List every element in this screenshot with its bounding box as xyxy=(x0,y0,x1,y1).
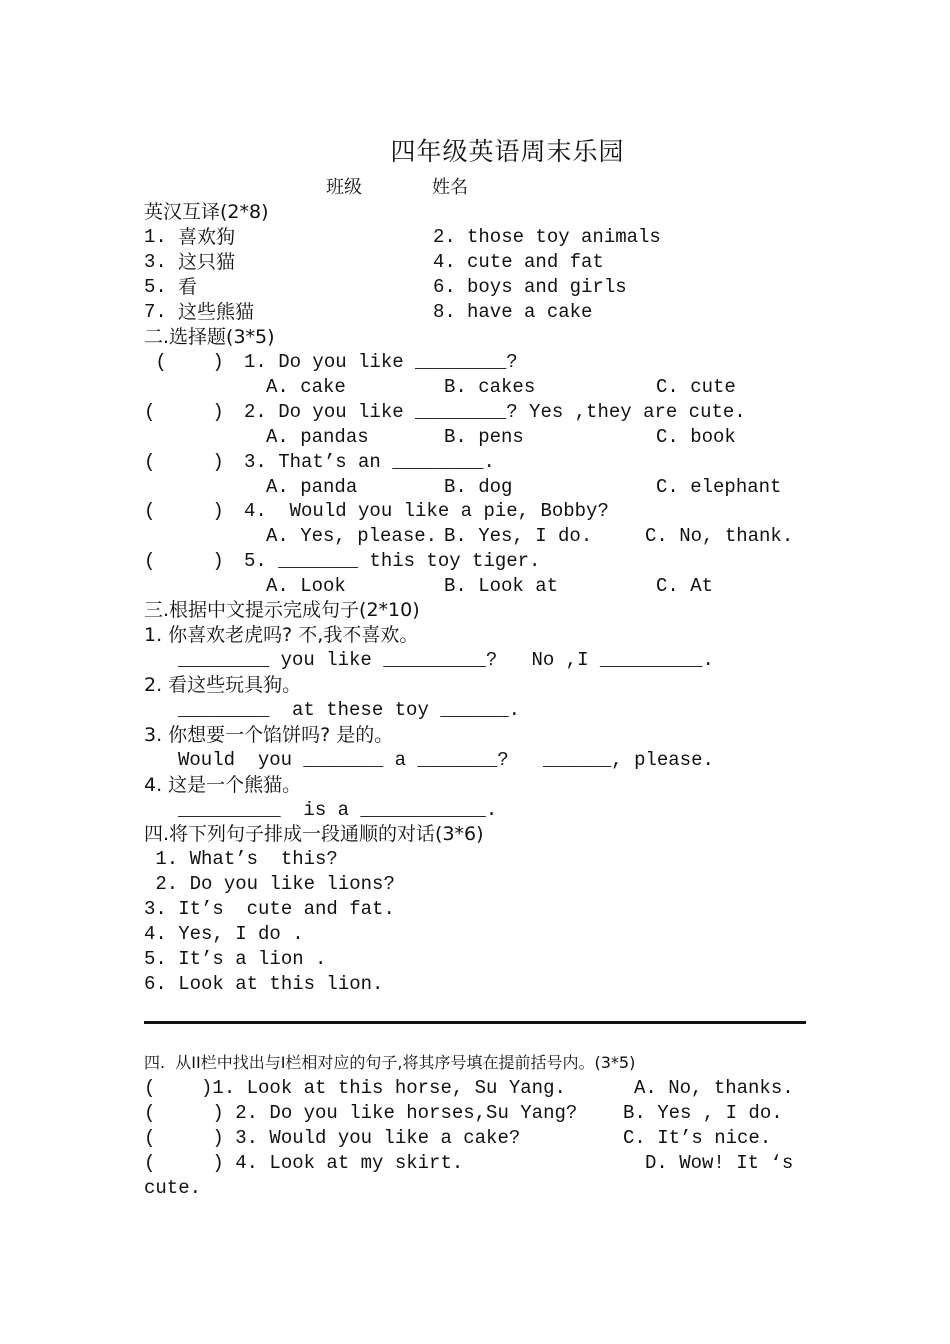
s5-wrap-line: cute. xyxy=(144,1177,202,1199)
s1-item-4-num: 4. xyxy=(433,251,456,273)
s2-q3-option-a: A. panda xyxy=(266,476,358,498)
s5-row-4-right: D. Wow! It ‘s xyxy=(645,1152,794,1174)
s2-q5-option-b: B. Look at xyxy=(444,575,559,597)
s4-line-5: 5. It’s a lion . xyxy=(144,948,327,970)
s2-q4-option-c: C. No, thank. xyxy=(645,525,794,547)
s2-q3-option-c: C. elephant xyxy=(656,476,782,498)
s1-item-1-num: 1. xyxy=(144,226,167,248)
s5-row-2-left: ( ) 2. Do you like horses,Su Yang? xyxy=(144,1102,578,1124)
s3-item-1-english: ________ you like _________? No ,I _________. xyxy=(178,649,714,671)
section-2-heading: 二.选择题(3*5) xyxy=(144,326,275,348)
s4-line-3: 3. It’s cute and fat. xyxy=(144,898,395,920)
s2-q5-bracket: ( ) xyxy=(144,550,224,572)
s1-item-8-text: have a cake xyxy=(467,301,593,323)
s1-item-5-text: 看 xyxy=(178,276,198,298)
s1-item-6-text: boys and girls xyxy=(467,276,627,298)
s2-q4-option-b: B. Yes, I do. xyxy=(444,525,593,547)
section-divider xyxy=(144,1021,806,1024)
s5-row-3-right: C. It’s nice. xyxy=(623,1127,772,1149)
s2-q3-bracket: ( ) xyxy=(144,451,224,473)
s3-item-4-english: _________ is a ___________. xyxy=(178,799,498,821)
s1-item-6-num: 6. xyxy=(433,276,456,298)
s2-q2-bracket: ( ) xyxy=(144,401,224,423)
s1-item-8-num: 8. xyxy=(433,301,456,323)
s1-item-3-text: 这只猫 xyxy=(178,251,236,273)
s2-q1-bracket: ( ) xyxy=(144,351,224,373)
s3-item-2-english: ________ at these toy ______. xyxy=(178,699,521,721)
s2-q5-option-a: A. Look xyxy=(266,575,346,597)
s2-q1-option-a: A. cake xyxy=(266,376,346,398)
s2-q4-bracket: ( ) xyxy=(144,500,224,522)
s2-q3-text: 3. That’s an ________. xyxy=(244,451,495,473)
s4-line-4: 4. Yes, I do . xyxy=(144,923,304,945)
s2-q2-option-c: C. book xyxy=(656,426,736,448)
s2-q1-text: 1. Do you like ________? xyxy=(244,351,518,373)
s5-row-3-left: ( ) 3. Would you like a cake? xyxy=(144,1127,521,1149)
section-3-heading: 三.根据中文提示完成句子(2*10) xyxy=(144,599,420,621)
name-label: 姓名 xyxy=(432,177,468,198)
s1-item-2-text: those toy animals xyxy=(467,226,661,248)
s3-item-4-chinese: 4. 这是一个熊猫。 xyxy=(144,774,302,796)
section-1-heading: 英汉互译(2*8) xyxy=(144,201,269,223)
page-title: 四年级英语周末乐园 xyxy=(390,137,625,166)
s4-line-1: 1. What’s this? xyxy=(144,848,338,870)
s2-q1-option-b: B. cakes xyxy=(444,376,536,398)
section-4-heading: 四.将下列句子排成一段通顺的对话(3*6) xyxy=(144,823,484,845)
s5-row-1-left: ( )1. Look at this horse, Su Yang. xyxy=(144,1077,566,1099)
s3-item-2-chinese: 2. 看这些玩具狗。 xyxy=(144,674,302,696)
s1-item-3-num: 3. xyxy=(144,251,167,273)
s2-q3-option-b: B. dog xyxy=(444,476,513,498)
s3-item-3-english: Would you _______ a _______? ______, please. xyxy=(178,749,714,771)
s1-item-2-num: 2. xyxy=(433,226,456,248)
s2-q5-text: 5. _______ this toy tiger. xyxy=(244,550,541,572)
s2-q2-text: 2. Do you like ________? Yes ,they are cute. xyxy=(244,401,746,423)
s2-q4-option-a: A. Yes, please. xyxy=(266,525,438,547)
s3-item-3-chinese: 3. 你想要一个馅饼吗? 是的。 xyxy=(144,724,394,746)
s2-q4-text: 4. Would you like a pie, Bobby? xyxy=(244,500,609,522)
s1-item-7-num: 7. xyxy=(144,301,167,323)
s1-item-7-text: 这些熊猫 xyxy=(178,301,255,323)
s1-item-5-num: 5. xyxy=(144,276,167,298)
s5-row-1-right: A. No, thanks. xyxy=(634,1077,794,1099)
section-5-heading: 四. 从II栏中找出与I栏相对应的句子,将其序号填在提前括号内。(3*5) xyxy=(144,1053,636,1072)
s4-line-6: 6. Look at this lion. xyxy=(144,973,384,995)
s5-row-2-right: B. Yes , I do. xyxy=(623,1102,783,1124)
s2-q5-option-c: C. At xyxy=(656,575,714,597)
s1-item-4-text: cute and fat xyxy=(467,251,604,273)
s3-item-1-chinese: 1. 你喜欢老虎吗? 不,我不喜欢。 xyxy=(144,624,419,646)
s1-item-1-text: 喜欢狗 xyxy=(178,226,236,248)
s2-q2-option-a: A. pandas xyxy=(266,426,369,448)
s2-q1-option-c: C. cute xyxy=(656,376,736,398)
s5-row-4-left: ( ) 4. Look at my skirt. xyxy=(144,1152,464,1174)
s2-q2-option-b: B. pens xyxy=(444,426,524,448)
s4-line-2: 2. Do you like lions? xyxy=(144,873,395,895)
class-label: 班级 xyxy=(326,177,362,198)
